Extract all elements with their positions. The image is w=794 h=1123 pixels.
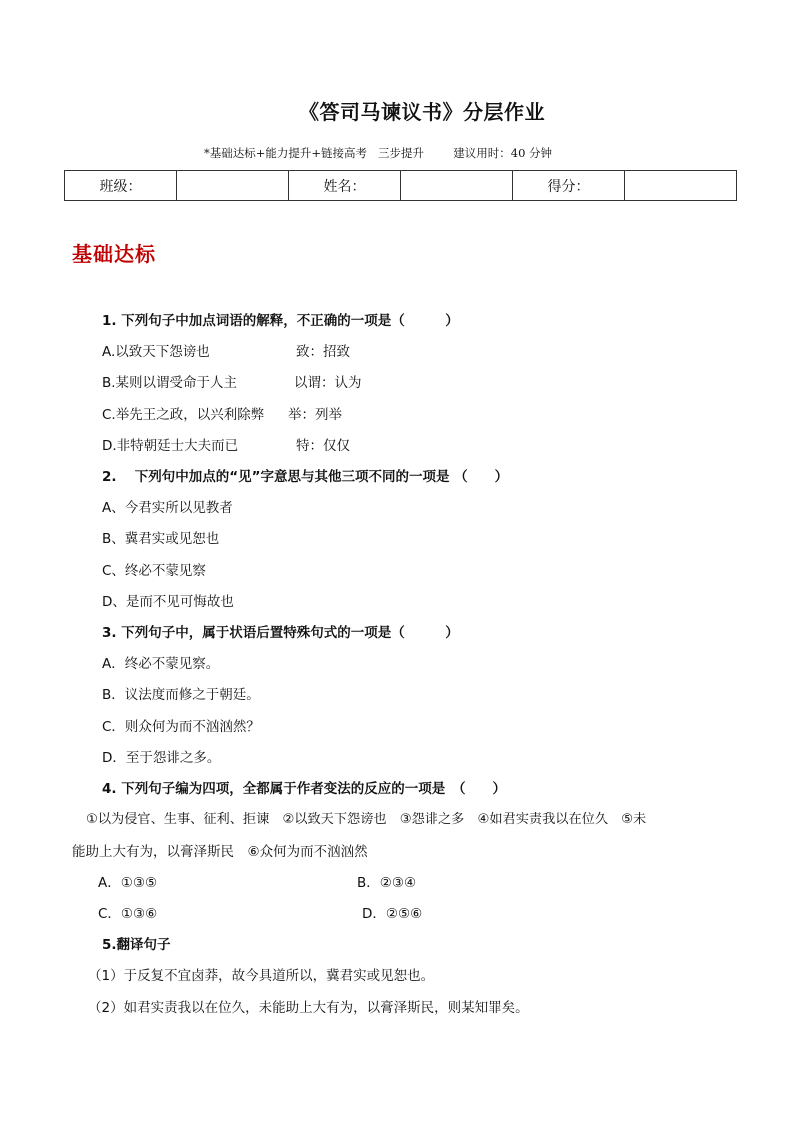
q2-stem: 2. 下列句中加点的“见”字意思与其他三项不同的一项是 （ ）: [102, 469, 509, 485]
q1-option-c: [102, 406, 342, 424]
q2-option-b: B、冀君实或见恕也: [102, 531, 220, 547]
score-field[interactable]: [625, 171, 737, 201]
q4-option-a: A．①③⑤: [98, 875, 158, 891]
q4-option-c: C．①③⑥: [98, 906, 158, 922]
student-info-table: [64, 170, 737, 201]
name-label: 姓名：: [289, 171, 401, 201]
page-title: 《答司马谏议书》分层作业: [299, 100, 545, 124]
q5-stem: 5.翻译句子: [102, 937, 171, 953]
subtitle-time: 建议用时：40 分钟: [453, 146, 553, 160]
q1-option-d: [102, 437, 350, 455]
q3-option-d: D．至于怨诽之多。: [102, 750, 221, 766]
q1-d-sentence: D.非特朝廷士大夫而已: [102, 438, 239, 454]
q1-c-gloss: 举：列举: [288, 407, 342, 423]
class-label: 班级：: [65, 171, 177, 201]
q4-items-line-2: 能助上大有为，以膏泽斯民 ⑥众何为而不汹汹然: [72, 844, 368, 860]
subtitle-steps: 三步提升: [378, 146, 424, 160]
subtitle-levels: *基础达标+能力提升+链接高考: [204, 146, 368, 160]
q2-option-c: C、终必不蒙见察: [102, 563, 206, 579]
class-field[interactable]: [177, 171, 289, 201]
q5-sentence-1: （1）于反复不宜卤莽，故今具道所以，冀君实或见恕也。: [88, 968, 435, 984]
q4-items-line-1: ①以为侵官、生事、征利、拒谏 ②以致天下怨谤也 ③怨诽之多 ④如君实责我以在位久 ⑤未: [86, 812, 647, 827]
q4-stem: 4. 下列句子编为四项，全都属于作者变法的反应的一项是 （ ）: [102, 781, 506, 797]
q3-stem: 3. 下列句子中，属于状语后置特殊句式的一项是（ ）: [102, 625, 459, 641]
q1-c-sentence: C.举先王之政，以兴利除弊: [102, 407, 265, 423]
q1-option-b: [102, 374, 362, 392]
section-heading: 基础达标: [72, 242, 156, 266]
q1-stem: 1. 下列句子中加点词语的解释，不正确的一项是（ ）: [102, 313, 459, 329]
page-subtitle: [204, 145, 552, 161]
q1-option-a: [102, 343, 350, 361]
q3-option-c: C．则众何为而不汹汹然？: [102, 719, 260, 735]
score-label: 得分：: [513, 171, 625, 201]
q1-a-gloss: 致：招致: [296, 344, 350, 360]
q5-sentence-2: （2）如君实责我以在位久，未能助上大有为，以膏泽斯民，则某知罪矣。: [88, 1000, 529, 1016]
name-field[interactable]: [401, 171, 513, 201]
q1-d-gloss: 特：仅仅: [296, 438, 350, 454]
q2-option-d: D、是而不见可悔故也: [102, 594, 234, 610]
q4-option-b: B．②③④: [357, 875, 417, 891]
q3-option-a: A．终必不蒙见察。: [102, 656, 220, 672]
q3-option-b: B．议法度而修之于朝廷。: [102, 687, 260, 703]
q1-b-gloss: 以谓：认为: [294, 375, 362, 391]
q4-option-d: D．②⑤⑥: [362, 906, 423, 922]
q1-b-sentence: B.某则以谓受命于人主: [102, 375, 238, 391]
q2-option-a: A、今君实所以见教者: [102, 500, 233, 516]
q1-a-sentence: A.以致天下怨谤也: [102, 344, 210, 360]
